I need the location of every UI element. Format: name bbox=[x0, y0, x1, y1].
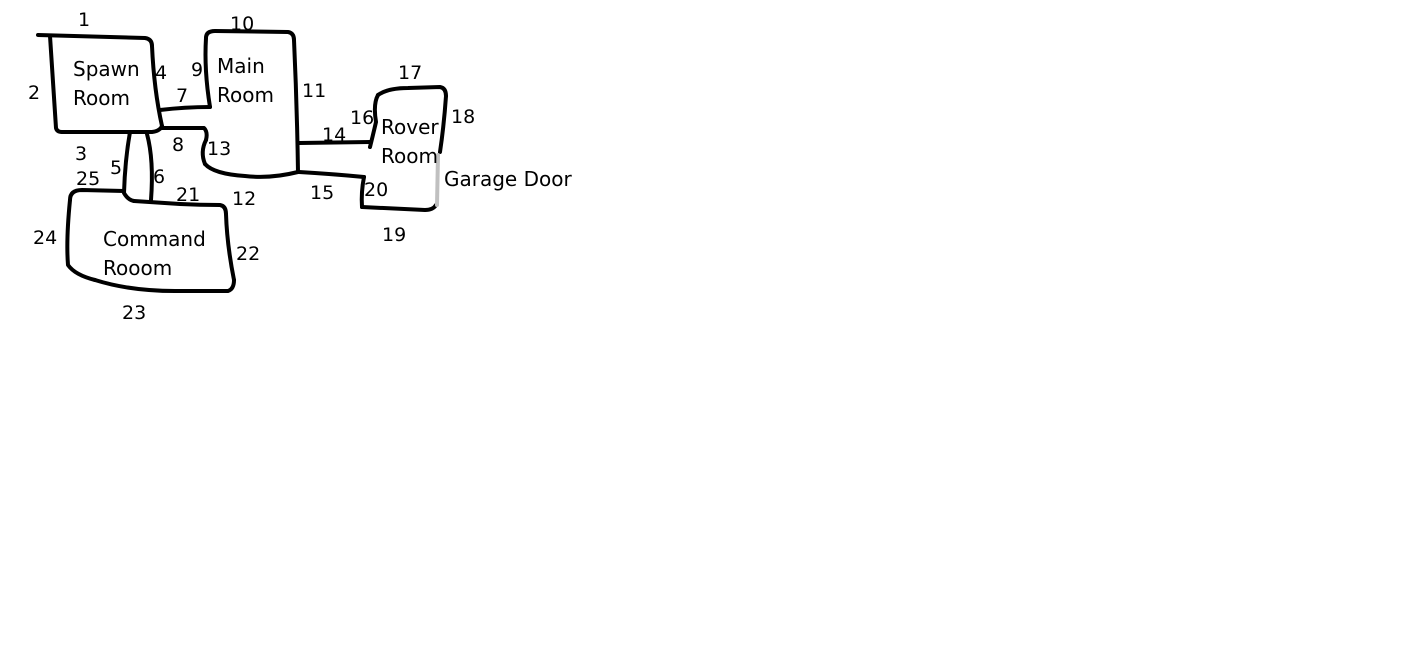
wall-number-16: 16 bbox=[350, 107, 375, 129]
rover-room-label-line1: Rover bbox=[381, 115, 439, 139]
garage-door-label: Garage Door bbox=[444, 167, 572, 191]
wall-number-10: 10 bbox=[230, 13, 255, 35]
wall-number-12: 12 bbox=[232, 188, 257, 210]
wall-7 bbox=[160, 107, 210, 110]
wall-number-11: 11 bbox=[302, 80, 327, 102]
main-rover-corridor bbox=[299, 142, 370, 177]
wall-number-24: 24 bbox=[33, 227, 58, 249]
wall-1 bbox=[38, 35, 152, 46]
wall-number-9: 9 bbox=[191, 59, 204, 81]
spawn-room-label-line1: Spawn bbox=[73, 57, 140, 81]
main-room-label-line1: Main bbox=[217, 54, 265, 78]
spawn-room bbox=[38, 35, 162, 132]
wall-number-18: 18 bbox=[451, 106, 476, 128]
wall-19 bbox=[362, 205, 436, 210]
wall-number-19: 19 bbox=[382, 224, 407, 246]
wall-24 bbox=[67, 200, 95, 280]
wall-number-4: 4 bbox=[155, 62, 168, 84]
wall-22 bbox=[226, 214, 234, 280]
spawn-command-corridor bbox=[124, 132, 152, 201]
wall-6 bbox=[147, 134, 152, 200]
wall-number-15: 15 bbox=[310, 182, 335, 204]
wall-18 bbox=[440, 96, 446, 152]
spawn-main-corridor bbox=[160, 107, 210, 140]
wall-23 bbox=[95, 280, 234, 291]
wall-number-21: 21 bbox=[176, 184, 201, 206]
wall-number-13: 13 bbox=[207, 138, 232, 160]
wall-number-7: 7 bbox=[176, 85, 189, 107]
wall-number-22: 22 bbox=[236, 243, 261, 265]
command-room-label-line2: Rooom bbox=[103, 256, 173, 280]
command-room-label-line1: Command bbox=[103, 227, 206, 251]
wall-number-1: 1 bbox=[78, 9, 91, 31]
wall-11 bbox=[294, 40, 298, 172]
wall-3 bbox=[62, 126, 162, 132]
wall-number-6: 6 bbox=[153, 166, 166, 188]
wall-number-5: 5 bbox=[110, 157, 123, 179]
wall-number-3: 3 bbox=[75, 143, 88, 165]
rover-room-label-line2: Room bbox=[381, 144, 438, 168]
wall-4 bbox=[152, 46, 162, 126]
wall-12 bbox=[205, 164, 298, 177]
wall-number-14: 14 bbox=[322, 124, 347, 146]
main-room-label-line2: Room bbox=[217, 83, 274, 107]
wall-8 bbox=[162, 128, 207, 140]
wall-number-17: 17 bbox=[398, 62, 423, 84]
spawn-room-label-line2: Room bbox=[73, 86, 130, 110]
wall-25 bbox=[70, 190, 124, 200]
wall-number-23: 23 bbox=[122, 302, 147, 324]
wall-number-2: 2 bbox=[28, 82, 41, 104]
wall-17 bbox=[378, 87, 446, 96]
wall-9 bbox=[206, 38, 211, 107]
wall-number-25: 25 bbox=[76, 168, 101, 190]
wall-number-8: 8 bbox=[172, 134, 185, 156]
wall-13 bbox=[203, 140, 206, 164]
wall-2 bbox=[50, 36, 62, 132]
wall-15 bbox=[299, 172, 364, 177]
wall-number-20: 20 bbox=[364, 179, 389, 201]
